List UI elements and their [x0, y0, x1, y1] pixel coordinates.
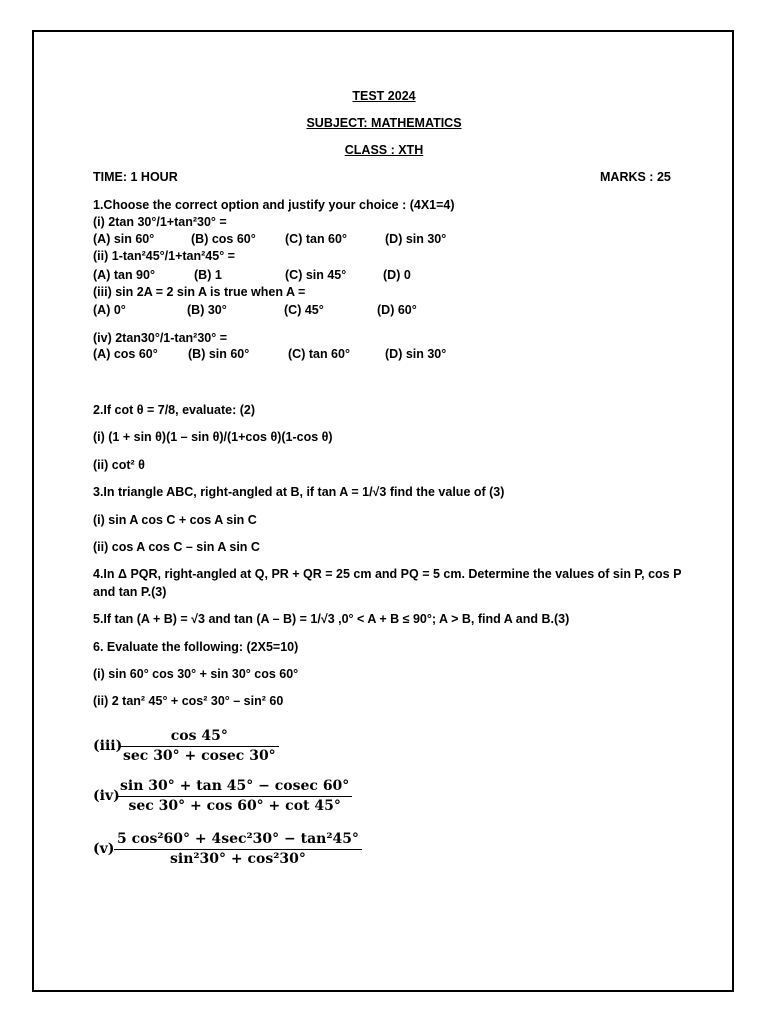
q1-iv-stem: (iv) 2tan30°/1-tan²30° =: [93, 331, 228, 345]
q6-part-v: [93, 831, 433, 871]
q2-part-ii: (ii) cot² θ: [93, 458, 145, 472]
q1-ii-option-d: (D) 0: [383, 268, 411, 282]
q1-i-option-a: (A) sin 60°: [93, 232, 155, 246]
q6-v-denominator: sin²30° + cos²30°: [170, 851, 306, 867]
q4-line-1: 4.In Δ PQR, right-angled at Q, PR + QR = 25 cm and PQ = 5 cm. Determine the values of sin P, cos P: [93, 567, 682, 581]
q6-iii-numerator: cos 45°: [120, 728, 279, 747]
q1-i-option-d: (D) sin 30°: [385, 232, 447, 246]
q6-iii-label: (iii): [93, 738, 123, 754]
q1-ii-option-b: (B) 1: [194, 268, 222, 282]
q1-iii-option-a: (A) 0°: [93, 303, 126, 317]
q1-iii-stem: (iii) sin 2A = 2 sin A is true when A =: [93, 285, 306, 299]
q1-ii-option-c: (C) sin 45°: [285, 268, 347, 282]
q1-ii-option-a: (A) tan 90°: [93, 268, 155, 282]
q1-i-option-c: (C) tan 60°: [285, 232, 347, 246]
q3-heading: 3.In triangle ABC, right-angled at B, if tan A = 1/√3 find the value of (3): [93, 485, 505, 499]
q6-iv-fraction: [117, 778, 352, 815]
q3-part-ii: (ii) cos A cos C – sin A sin C: [93, 540, 260, 554]
q3-part-i: (i) sin A cos C + cos A sin C: [93, 513, 257, 527]
q6-part-ii: (ii) 2 tan² 45° + cos² 30° – sin² 60: [93, 694, 284, 708]
time-line: TIME: 1 HOUR: [93, 170, 178, 184]
q1-iv-option-d: (D) sin 30°: [385, 347, 447, 361]
q2-part-i: (i) (1 + sin θ)(1 – sin θ)/(1+cos θ)(1-cos θ): [93, 430, 333, 444]
q6-iv-label: (iv): [93, 788, 120, 804]
q1-iii-option-d: (D) 60°: [377, 303, 417, 317]
test-title: TEST 2024: [352, 89, 416, 103]
q1-i-stem: (i) 2tan 30°/1+tan²30° =: [93, 215, 227, 229]
q1-iv-option-c: (C) tan 60°: [288, 347, 350, 361]
class-line: CLASS : XTH: [344, 143, 424, 157]
marks-line: MARKS : 25: [600, 170, 671, 184]
q6-iv-numerator: sin 30° + tan 45° − cosec 60°: [117, 778, 352, 797]
q6-part-iii: [93, 728, 393, 768]
q1-heading: 1.Choose the correct option and justify your choice : (4X1=4): [93, 198, 455, 212]
q6-heading: 6. Evaluate the following: (2X5=10): [93, 640, 299, 654]
subject-line: SUBJECT: MATHEMATICS: [306, 116, 462, 130]
q4-line-2: and tan P.(3): [93, 585, 167, 599]
q6-iii-denominator: sec 30° + cosec 30°: [123, 748, 276, 764]
q5-text: 5.If tan (A + B) = √3 and tan (A – B) = 1/√3 ,0° < A + B ≤ 90°; A > B, find A and B.(3): [93, 612, 570, 626]
q2-heading: 2.If cot θ = 7/8, evaluate: (2): [93, 403, 256, 417]
q1-iii-option-c: (C) 45°: [284, 303, 324, 317]
q6-iv-denominator: sec 30° + cos 60° + cot 45°: [128, 798, 341, 814]
q6-v-numerator: 5 cos²60° + 4sec²30° − tan²45°: [114, 831, 362, 850]
q6-part-iv: [93, 778, 413, 818]
q6-iii-fraction: [120, 728, 279, 765]
q1-iv-option-b: (B) sin 60°: [188, 347, 250, 361]
q1-ii-stem: (ii) 1-tan²45°/1+tan²45° =: [93, 249, 235, 263]
q6-v-label: (v): [93, 841, 115, 857]
q6-part-i: (i) sin 60° cos 30° + sin 30° cos 60°: [93, 667, 299, 681]
q1-iv-option-a: (A) cos 60°: [93, 347, 158, 361]
q6-v-fraction: [114, 831, 362, 868]
q1-i-option-b: (B) cos 60°: [191, 232, 256, 246]
q1-iii-option-b: (B) 30°: [187, 303, 227, 317]
